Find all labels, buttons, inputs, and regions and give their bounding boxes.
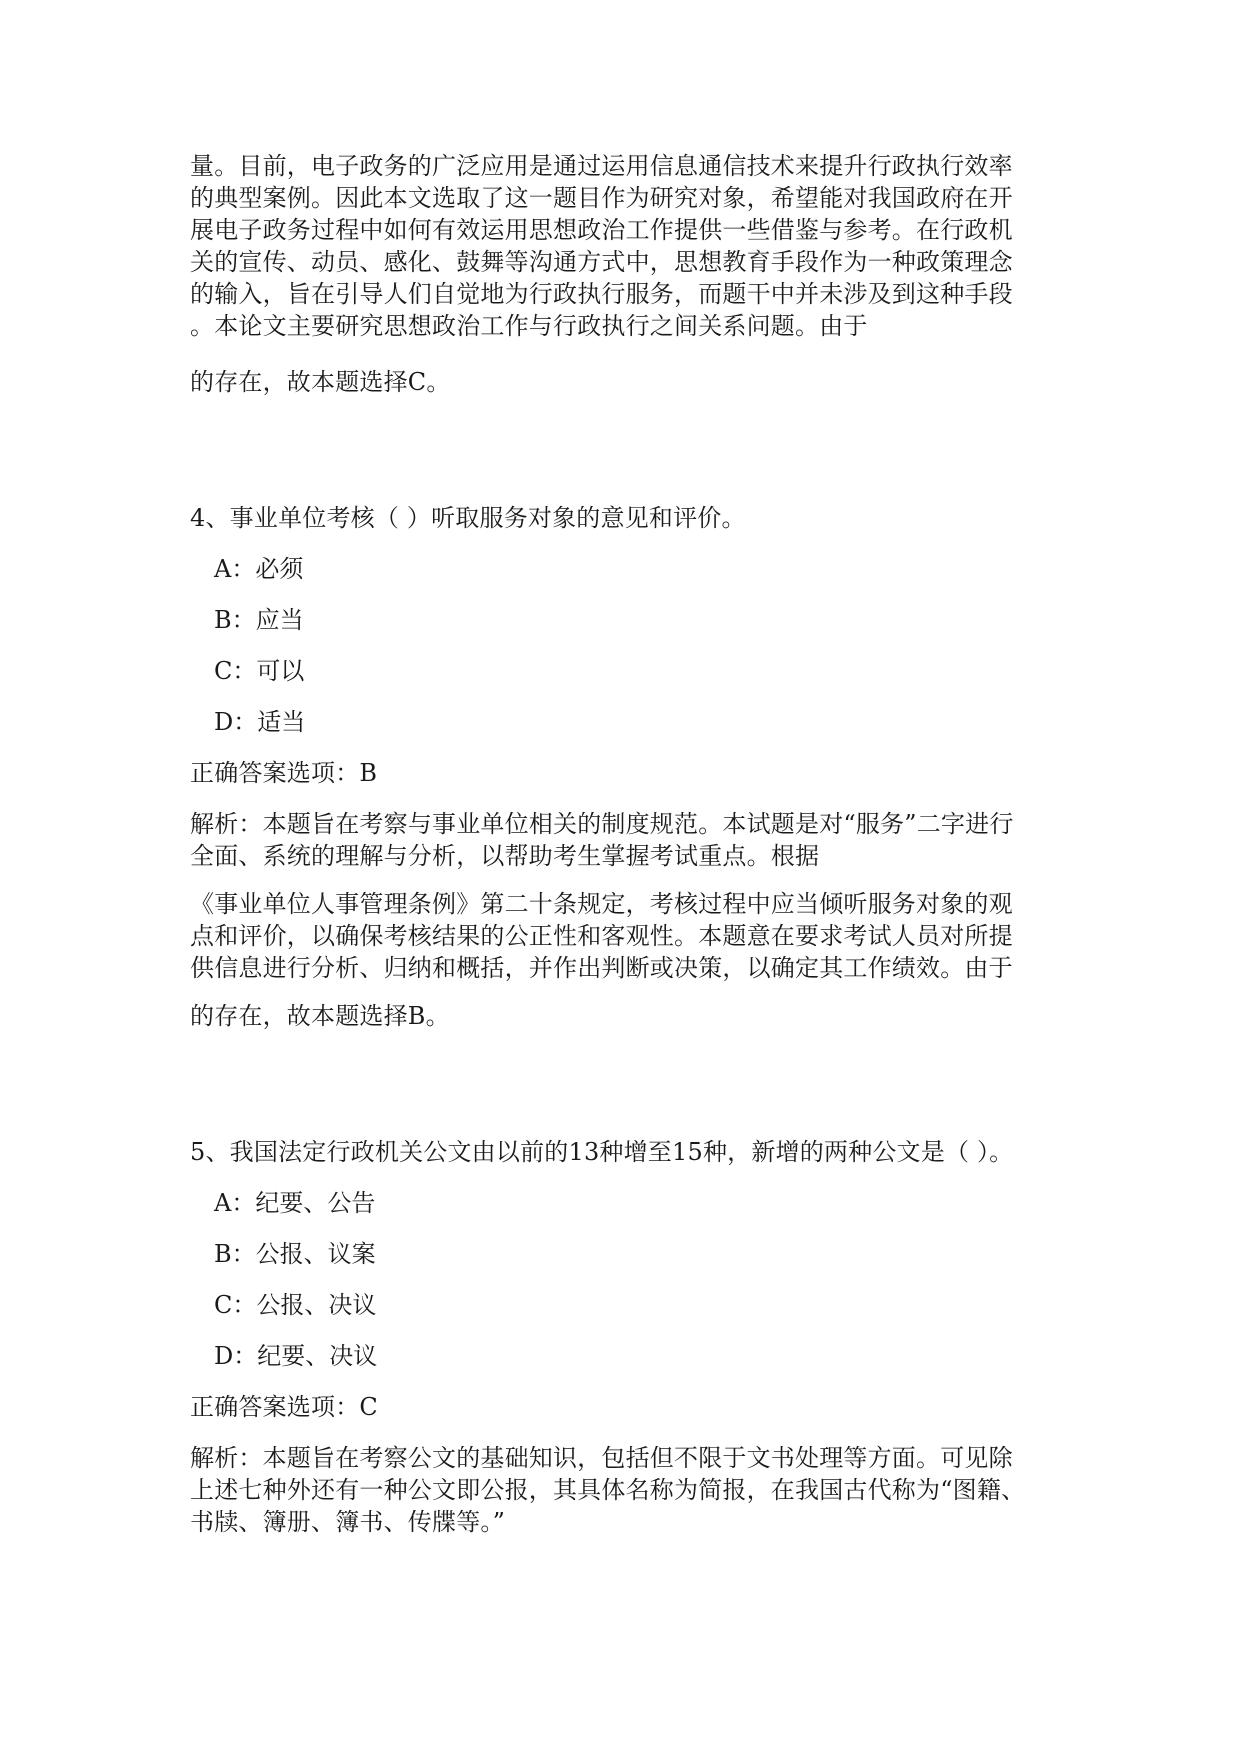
q4-question: 4、事业单位考核（ ）听取服务对象的意见和评价。 <box>190 504 746 532</box>
q3-conclusion: 的存在，故本题选择C。 <box>190 368 451 396</box>
q4-analysis-part2: 《事业单位人事管理条例》第二十条规定，考核过程中应当倾听服务对象的观 点和评价，以确保考核结果的公正性和客观性。本题意在要求考试人员对所提 供信息进行分析、归纳和概括，并作出判断或决策，以确定其工作绩效。由于 <box>190 890 1013 982</box>
q5-option-a: A：纪要、公告 <box>214 1189 376 1217</box>
q5-answer: 正确答案选项：C <box>190 1393 378 1421</box>
q4-answer: 正确答案选项：B <box>190 759 378 787</box>
q5-option-d: D：纪要、决议 <box>214 1342 378 1370</box>
q4-option-c: C：可以 <box>214 657 305 685</box>
q4-conclusion: 的存在，故本题选择B。 <box>190 1002 450 1030</box>
q5-option-b: B：公报、议案 <box>214 1240 376 1268</box>
q5-question: 5、我国法定行政机关公文由以前的13种增至15种，新增的两种公文是（ ）。 <box>190 1138 1014 1166</box>
q5-analysis: 解析：本题旨在考察公文的基础知识，包括但不限于文书处理等方面。可见除 上述七种外还有一种公文即公报，其具体名称为简报，在我国古代称为“图籍、 书牍、簿册、簿书、传牒等。” <box>190 1444 1026 1536</box>
q4-option-d: D：适当 <box>214 708 306 736</box>
q4-option-a: A：必须 <box>214 555 304 583</box>
q5-option-c: C：公报、决议 <box>214 1291 377 1319</box>
q3-analysis-continuation: 量。目前，电子政务的广泛应用是通过运用信息通信技术来提升行政执行效率 的典型案例。因此本文选取了这一题目作为研究对象，希望能对我国政府在开 展电子政务过程中如何有效运用思想政治工作提供一些借鉴与参考。在行政机 关的宣传、动员、感化、鼓舞等沟通方式中，思想教育手段作为一种政策理念 的输入，旨在引导人们自觉地为行政执行服务，而题干中并未涉及到这种手段 。本论文主要研究思想政治工作与行政执行之间关系问题。由于 <box>190 152 1013 340</box>
q4-option-b: B：应当 <box>214 606 304 634</box>
q4-analysis-part1: 解析：本题旨在考察与事业单位相关的制度规范。本试题是对“服务”二字进行 全面、系统的理解与分析，以帮助考生掌握考试重点。根据 <box>190 810 1014 870</box>
